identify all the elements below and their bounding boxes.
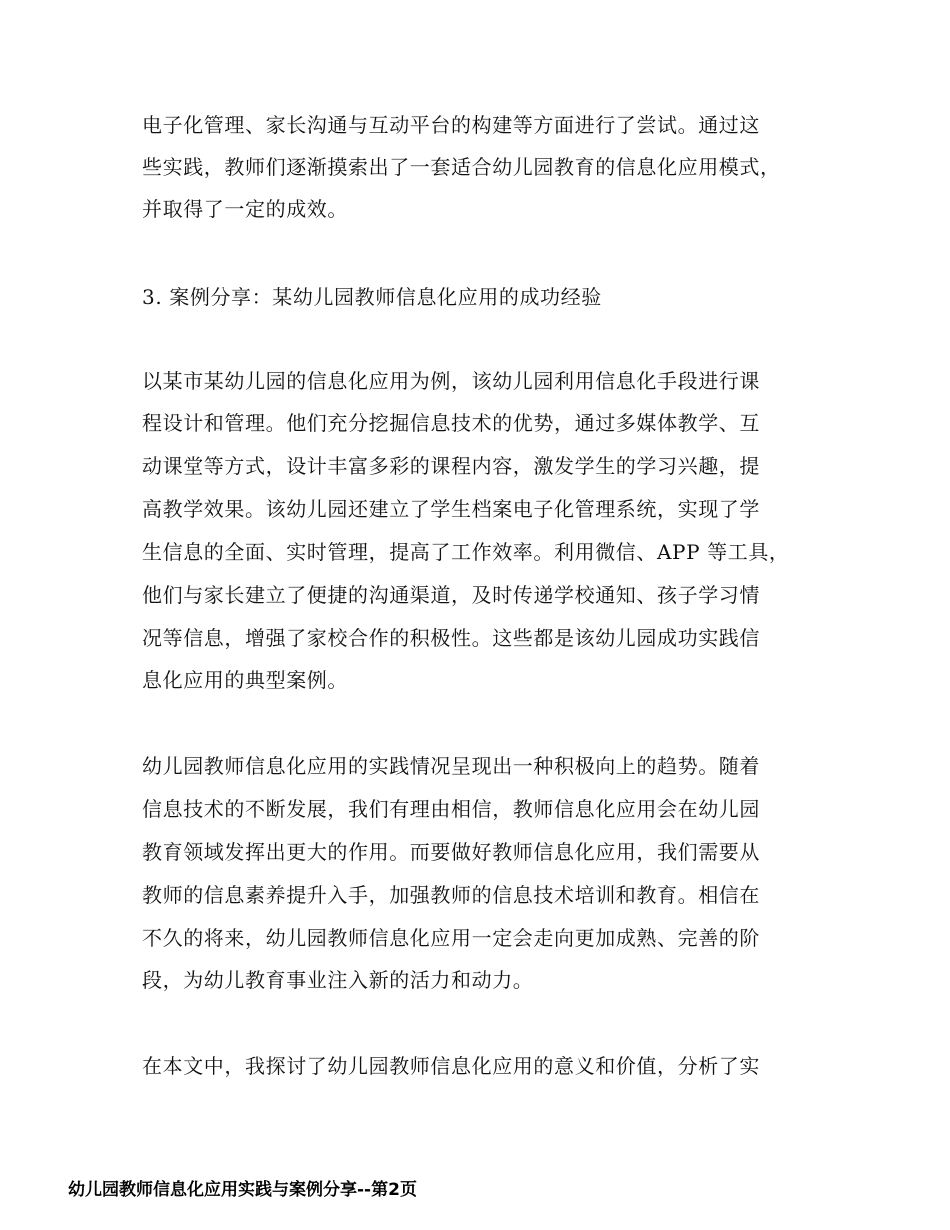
paragraph-4-line-4: 教师的信息素养提升入手，加强教师的信息技术培训和教育。相信在: [142, 883, 760, 907]
paragraph-4-line-5: 不久的将来，幼儿园教师信息化应用一定会走向更加成熟、完善的阶: [142, 926, 760, 950]
paragraph-3-line-6: 他们与家长建立了便捷的沟通渠道，及时传递学校通知、孩子学习情: [142, 583, 760, 607]
paragraph-3-line-2: 程设计和管理。他们充分挖掘信息技术的优势，通过多媒体教学、互: [142, 411, 760, 435]
paragraph-3-line-5: 生信息的全面、实时管理，提高了工作效率。利用微信、APP 等工具，: [142, 540, 790, 564]
paragraph-4-line-1: 幼儿园教师信息化应用的实践情况呈现出一种积极向上的趋势。随着: [142, 754, 760, 778]
paragraph-1-line-1: 电子化管理、家长沟通与互动平台的构建等方面进行了尝试。通过这: [142, 113, 760, 137]
paragraph-1-line-2: 些实践，教师们逐渐摸索出了一套适合幼儿园教育的信息化应用模式，: [142, 155, 781, 179]
paragraph-3-line-8: 息化应用的典型案例。: [142, 668, 348, 692]
paragraph-1-line-3: 并取得了一定的成效。: [142, 197, 348, 221]
paragraph-3-line-1: 以某市某幼儿园的信息化应用为例，该幼儿园利用信息化手段进行课: [142, 369, 760, 393]
paragraph-3-line-3: 动课堂等方式，设计丰富多彩的课程内容，激发学生的学习兴趣，提: [142, 454, 760, 478]
paragraph-4-line-3: 教育领域发挥出更大的作用。而要做好教师信息化应用，我们需要从: [142, 840, 760, 864]
paragraph-4-line-2: 信息技术的不断发展，我们有理由相信，教师信息化应用会在幼儿园: [142, 797, 760, 821]
paragraph-3-line-7: 况等信息，增强了家校合作的积极性。这些都是该幼儿园成功实践信: [142, 626, 760, 650]
paragraph-5-line-1: 在本文中，我探讨了幼儿园教师信息化应用的意义和价值，分析了实: [142, 1054, 760, 1078]
paragraph-3-line-4: 高教学效果。该幼儿园还建立了学生档案电子化管理系统，实现了学: [142, 497, 760, 521]
paragraph-4-line-6: 段，为幼儿教育事业注入新的活力和动力。: [142, 968, 534, 992]
section-heading: 3. 案例分享：某幼儿园教师信息化应用的成功经验: [142, 285, 602, 309]
page-footer: 幼儿园教师信息化应用实践与案例分享--第2页: [68, 1180, 417, 1200]
